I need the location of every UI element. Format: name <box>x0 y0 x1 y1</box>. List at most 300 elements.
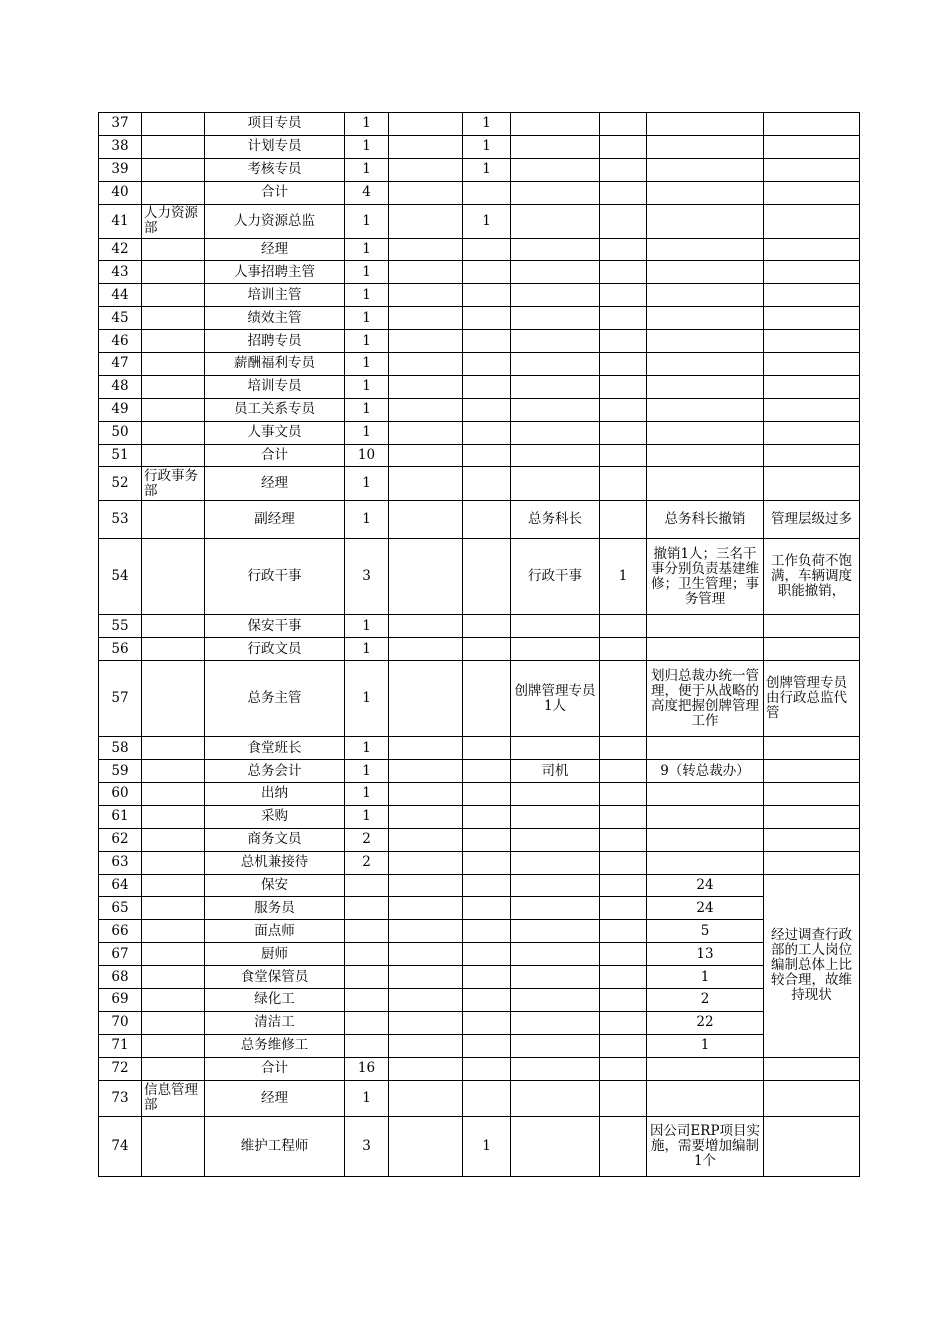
cell-g <box>764 1080 860 1116</box>
cell-dept <box>142 851 205 874</box>
cell-g <box>764 851 860 874</box>
cell-a: 1 <box>345 330 389 353</box>
cell-e <box>600 760 647 783</box>
table-row <box>99 1011 860 1034</box>
cell-post: 维护工程师 <box>205 1116 345 1176</box>
cell-g <box>764 398 860 421</box>
cell-d <box>511 113 600 136</box>
cell-f: 因公司ERP项目实施，需要增加编制1个 <box>647 1116 764 1176</box>
cell-c <box>463 467 511 501</box>
cell-g <box>764 181 860 204</box>
cell-f <box>647 444 764 467</box>
table-row <box>99 204 860 238</box>
cell-d <box>511 638 600 661</box>
cell-e <box>600 398 647 421</box>
cell-b <box>389 1034 463 1057</box>
cell-f <box>647 398 764 421</box>
cell-no: 58 <box>99 737 142 760</box>
cell-b <box>389 1080 463 1116</box>
cell-post: 面点师 <box>205 920 345 943</box>
cell-no: 65 <box>99 897 142 920</box>
cell-e <box>600 238 647 261</box>
cell-a: 4 <box>345 181 389 204</box>
cell-dept <box>142 238 205 261</box>
cell-c <box>463 539 511 615</box>
cell-no: 61 <box>99 805 142 828</box>
table-row <box>99 284 860 307</box>
cell-c <box>463 1011 511 1034</box>
cell-g <box>764 421 860 444</box>
table-row <box>99 874 860 897</box>
cell-dept <box>142 444 205 467</box>
cell-a: 1 <box>345 501 389 539</box>
cell-post: 人力资源总监 <box>205 204 345 238</box>
cell-e <box>600 467 647 501</box>
table-row <box>99 467 860 501</box>
cell-b <box>389 805 463 828</box>
cell-a <box>345 966 389 989</box>
cell-c <box>463 989 511 1012</box>
cell-post: 食堂班长 <box>205 737 345 760</box>
cell-c <box>463 444 511 467</box>
cell-d <box>511 261 600 284</box>
cell-dept <box>142 638 205 661</box>
cell-b <box>389 135 463 158</box>
cell-no: 73 <box>99 1080 142 1116</box>
cell-f <box>647 1057 764 1080</box>
cell-g <box>764 330 860 353</box>
cell-no: 54 <box>99 539 142 615</box>
cell-b <box>389 966 463 989</box>
cell-d: 行政干事 <box>511 539 600 615</box>
cell-post: 副经理 <box>205 501 345 539</box>
cell-post: 项目专员 <box>205 113 345 136</box>
cell-d <box>511 851 600 874</box>
cell-a: 1 <box>345 238 389 261</box>
cell-c <box>463 737 511 760</box>
cell-e <box>600 828 647 851</box>
cell-g: 工作负荷不饱满，车辆调度职能撤销， <box>764 539 860 615</box>
cell-f: 22 <box>647 1011 764 1034</box>
cell-post: 保安干事 <box>205 615 345 638</box>
cell-no: 55 <box>99 615 142 638</box>
cell-a: 2 <box>345 851 389 874</box>
cell-dept <box>142 398 205 421</box>
cell-post: 合计 <box>205 1057 345 1080</box>
cell-e <box>600 158 647 181</box>
cell-c <box>463 284 511 307</box>
cell-a: 1 <box>345 398 389 421</box>
cell-e <box>600 330 647 353</box>
cell-no: 62 <box>99 828 142 851</box>
cell-d <box>511 828 600 851</box>
cell-g <box>764 158 860 181</box>
cell-dept <box>142 261 205 284</box>
cell-e <box>600 920 647 943</box>
cell-no: 46 <box>99 330 142 353</box>
cell-g <box>764 113 860 136</box>
cell-dept <box>142 760 205 783</box>
cell-e <box>600 989 647 1012</box>
cell-e <box>600 783 647 806</box>
cell-a <box>345 989 389 1012</box>
cell-b <box>389 1011 463 1034</box>
cell-post: 绩效主管 <box>205 307 345 330</box>
cell-f <box>647 615 764 638</box>
cell-post: 人事文员 <box>205 421 345 444</box>
cell-b <box>389 284 463 307</box>
table-row <box>99 539 860 615</box>
cell-b <box>389 307 463 330</box>
cell-a: 1 <box>345 638 389 661</box>
cell-f <box>647 737 764 760</box>
cell-e <box>600 284 647 307</box>
cell-no: 42 <box>99 238 142 261</box>
cell-c <box>463 760 511 783</box>
cell-dept <box>142 284 205 307</box>
cell-d: 创牌管理专员1人 <box>511 661 600 737</box>
cell-f <box>647 783 764 806</box>
cell-g <box>764 737 860 760</box>
table-row <box>99 1116 860 1176</box>
table-row <box>99 421 860 444</box>
cell-post: 经理 <box>205 1080 345 1116</box>
cell-f <box>647 330 764 353</box>
cell-dept <box>142 501 205 539</box>
cell-b <box>389 1057 463 1080</box>
cell-b <box>389 113 463 136</box>
cell-post: 总务维修工 <box>205 1034 345 1057</box>
cell-f <box>647 307 764 330</box>
cell-d <box>511 398 600 421</box>
table-row <box>99 330 860 353</box>
cell-d <box>511 307 600 330</box>
table-row <box>99 783 860 806</box>
cell-d <box>511 353 600 376</box>
cell-c <box>463 783 511 806</box>
cell-no: 37 <box>99 113 142 136</box>
cell-dept <box>142 181 205 204</box>
cell-post: 计划专员 <box>205 135 345 158</box>
cell-c <box>463 920 511 943</box>
cell-g <box>764 284 860 307</box>
cell-c <box>463 330 511 353</box>
cell-a <box>345 874 389 897</box>
cell-e <box>600 851 647 874</box>
table-row <box>99 444 860 467</box>
cell-a: 1 <box>345 113 389 136</box>
cell-a: 1 <box>345 135 389 158</box>
cell-b <box>389 851 463 874</box>
cell-f <box>647 467 764 501</box>
cell-f <box>647 238 764 261</box>
cell-d <box>511 615 600 638</box>
cell-a: 16 <box>345 1057 389 1080</box>
cell-b <box>389 539 463 615</box>
cell-no: 66 <box>99 920 142 943</box>
cell-post: 行政文员 <box>205 638 345 661</box>
cell-no: 43 <box>99 261 142 284</box>
cell-no: 47 <box>99 353 142 376</box>
table-body <box>99 113 860 1177</box>
cell-dept <box>142 737 205 760</box>
table-row <box>99 398 860 421</box>
cell-no: 70 <box>99 1011 142 1034</box>
cell-f: 9（转总裁办） <box>647 760 764 783</box>
cell-c <box>463 501 511 539</box>
cell-no: 59 <box>99 760 142 783</box>
cell-d <box>511 1116 600 1176</box>
cell-dept <box>142 353 205 376</box>
staffing-table <box>98 112 860 1177</box>
cell-no: 71 <box>99 1034 142 1057</box>
cell-post: 商务文员 <box>205 828 345 851</box>
cell-e <box>600 737 647 760</box>
cell-f <box>647 375 764 398</box>
cell-e <box>600 1057 647 1080</box>
cell-b <box>389 897 463 920</box>
cell-dept <box>142 920 205 943</box>
cell-dept <box>142 307 205 330</box>
table-row <box>99 501 860 539</box>
cell-e: 1 <box>600 539 647 615</box>
cell-dept <box>142 421 205 444</box>
table-row <box>99 238 860 261</box>
cell-d <box>511 943 600 966</box>
cell-no: 56 <box>99 638 142 661</box>
cell-e <box>600 444 647 467</box>
cell-e <box>600 421 647 444</box>
cell-a: 2 <box>345 828 389 851</box>
cell-e <box>600 307 647 330</box>
cell-post: 考核专员 <box>205 158 345 181</box>
cell-dept <box>142 943 205 966</box>
cell-g <box>764 1116 860 1176</box>
cell-e <box>600 181 647 204</box>
cell-no: 38 <box>99 135 142 158</box>
cell-a: 10 <box>345 444 389 467</box>
cell-d <box>511 737 600 760</box>
cell-post: 招聘专员 <box>205 330 345 353</box>
cell-g <box>764 805 860 828</box>
cell-e <box>600 1034 647 1057</box>
cell-d <box>511 330 600 353</box>
cell-d: 总务科长 <box>511 501 600 539</box>
cell-no: 45 <box>99 307 142 330</box>
cell-post: 绿化工 <box>205 989 345 1012</box>
cell-d <box>511 444 600 467</box>
table-row <box>99 307 860 330</box>
cell-b <box>389 204 463 238</box>
table-row <box>99 375 860 398</box>
cell-post: 总务主管 <box>205 661 345 737</box>
cell-a: 1 <box>345 805 389 828</box>
cell-e <box>600 874 647 897</box>
table-row <box>99 920 860 943</box>
cell-no: 63 <box>99 851 142 874</box>
cell-c: 1 <box>463 1116 511 1176</box>
table-row <box>99 261 860 284</box>
cell-post: 行政干事 <box>205 539 345 615</box>
cell-f <box>647 353 764 376</box>
cell-e <box>600 261 647 284</box>
cell-g <box>764 828 860 851</box>
cell-g <box>764 1057 860 1080</box>
cell-e <box>600 638 647 661</box>
cell-no: 51 <box>99 444 142 467</box>
cell-post: 培训专员 <box>205 375 345 398</box>
cell-a: 1 <box>345 467 389 501</box>
table-row <box>99 615 860 638</box>
cell-f <box>647 805 764 828</box>
cell-post: 采购 <box>205 805 345 828</box>
cell-d <box>511 989 600 1012</box>
cell-g <box>764 783 860 806</box>
cell-c <box>463 851 511 874</box>
table-row <box>99 805 860 828</box>
cell-f <box>647 638 764 661</box>
cell-c <box>463 238 511 261</box>
cell-c <box>463 353 511 376</box>
cell-d <box>511 1080 600 1116</box>
table-row <box>99 989 860 1012</box>
cell-no: 72 <box>99 1057 142 1080</box>
cell-c <box>463 421 511 444</box>
cell-dept <box>142 783 205 806</box>
table-row <box>99 1034 860 1057</box>
cell-f: 划归总裁办统一管理，便于从战略的高度把握创牌管理工作 <box>647 661 764 737</box>
cell-post: 保安 <box>205 874 345 897</box>
cell-g <box>764 375 860 398</box>
cell-f: 总务科长撤销 <box>647 501 764 539</box>
cell-b <box>389 501 463 539</box>
cell-b <box>389 375 463 398</box>
cell-dept <box>142 113 205 136</box>
cell-dept <box>142 874 205 897</box>
cell-d <box>511 920 600 943</box>
cell-dept <box>142 966 205 989</box>
cell-a <box>345 943 389 966</box>
cell-dept <box>142 1011 205 1034</box>
cell-post: 厨师 <box>205 943 345 966</box>
cell-e <box>600 1080 647 1116</box>
cell-d <box>511 284 600 307</box>
cell-d <box>511 805 600 828</box>
cell-post: 食堂保管员 <box>205 966 345 989</box>
cell-f: 24 <box>647 874 764 897</box>
cell-post: 出纳 <box>205 783 345 806</box>
cell-c <box>463 1080 511 1116</box>
cell-d <box>511 1057 600 1080</box>
cell-no: 52 <box>99 467 142 501</box>
cell-dept <box>142 661 205 737</box>
cell-dept: 信息管理部 <box>142 1080 205 1116</box>
cell-b <box>389 444 463 467</box>
table-row <box>99 135 860 158</box>
cell-c <box>463 1034 511 1057</box>
cell-no: 48 <box>99 375 142 398</box>
cell-dept: 人力资源部 <box>142 204 205 238</box>
cell-g: 创牌管理专员由行政总监代管 <box>764 661 860 737</box>
cell-d <box>511 135 600 158</box>
cell-e <box>600 615 647 638</box>
cell-a: 3 <box>345 1116 389 1176</box>
cell-f <box>647 204 764 238</box>
cell-no: 49 <box>99 398 142 421</box>
cell-c: 1 <box>463 204 511 238</box>
cell-c <box>463 874 511 897</box>
cell-c <box>463 897 511 920</box>
cell-b <box>389 874 463 897</box>
cell-dept <box>142 1116 205 1176</box>
table-row <box>99 661 860 737</box>
cell-c <box>463 181 511 204</box>
cell-b <box>389 828 463 851</box>
cell-f <box>647 113 764 136</box>
cell-a <box>345 920 389 943</box>
cell-g <box>764 760 860 783</box>
cell-post: 员工关系专员 <box>205 398 345 421</box>
cell-d <box>511 238 600 261</box>
cell-post: 经理 <box>205 238 345 261</box>
cell-a: 1 <box>345 783 389 806</box>
cell-dept <box>142 805 205 828</box>
cell-c <box>463 307 511 330</box>
cell-d <box>511 874 600 897</box>
cell-f <box>647 181 764 204</box>
cell-f: 1 <box>647 1034 764 1057</box>
cell-a: 1 <box>345 421 389 444</box>
cell-a: 1 <box>345 353 389 376</box>
cell-a: 3 <box>345 539 389 615</box>
cell-e <box>600 897 647 920</box>
cell-e <box>600 501 647 539</box>
cell-dept <box>142 828 205 851</box>
cell-e <box>600 943 647 966</box>
cell-no: 39 <box>99 158 142 181</box>
cell-b <box>389 1116 463 1176</box>
cell-f <box>647 158 764 181</box>
table-row <box>99 158 860 181</box>
cell-post: 服务员 <box>205 897 345 920</box>
cell-no: 40 <box>99 181 142 204</box>
cell-c: 1 <box>463 135 511 158</box>
cell-post: 培训主管 <box>205 284 345 307</box>
cell-c <box>463 661 511 737</box>
cell-g <box>764 261 860 284</box>
table-row <box>99 1057 860 1080</box>
cell-c: 1 <box>463 158 511 181</box>
cell-d <box>511 1011 600 1034</box>
cell-e <box>600 966 647 989</box>
cell-e <box>600 661 647 737</box>
cell-g <box>764 204 860 238</box>
cell-a: 1 <box>345 375 389 398</box>
cell-b <box>389 989 463 1012</box>
cell-c <box>463 966 511 989</box>
cell-a <box>345 1034 389 1057</box>
cell-g <box>764 615 860 638</box>
cell-f: 撤销1人；三名干事分别负责基建维修；卫生管理；事务管理 <box>647 539 764 615</box>
cell-d <box>511 421 600 444</box>
cell-c <box>463 261 511 284</box>
cell-g: 管理层级过多 <box>764 501 860 539</box>
cell-a: 1 <box>345 615 389 638</box>
cell-b <box>389 760 463 783</box>
cell-dept <box>142 158 205 181</box>
cell-post: 人事招聘主管 <box>205 261 345 284</box>
cell-b <box>389 398 463 421</box>
